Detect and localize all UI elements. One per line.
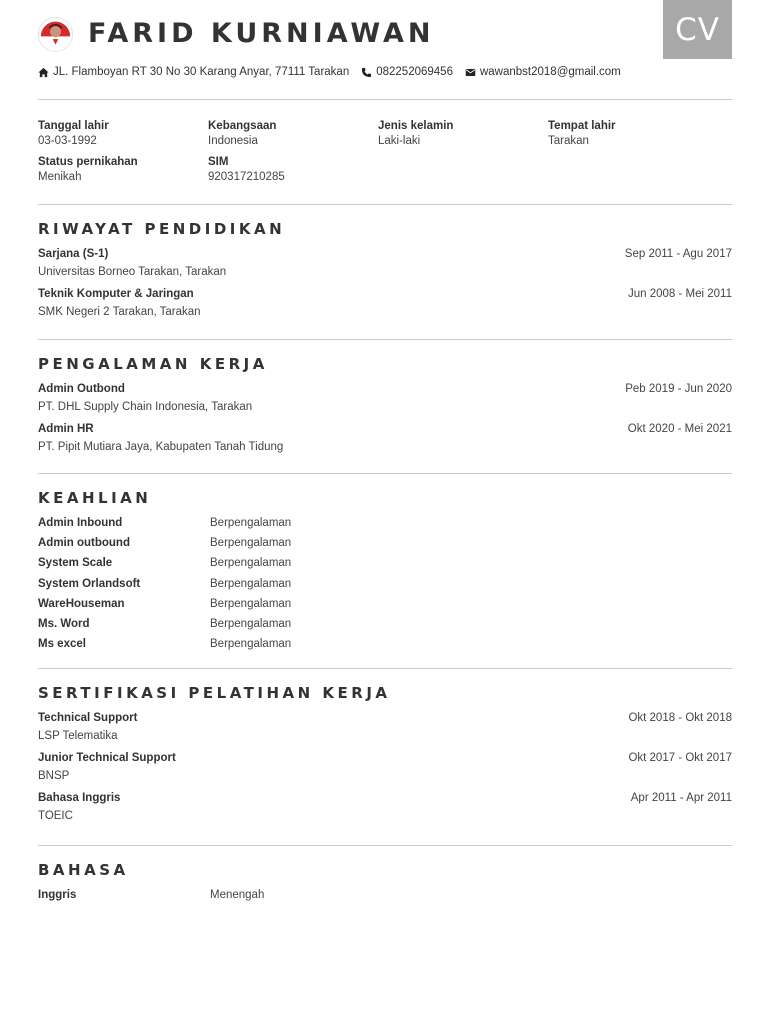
info-label: Kebangsaan [208,120,277,132]
entry-date: Peb 2019 - Jun 2020 [625,383,732,395]
entry-title: Teknik Komputer & Jaringan [38,288,194,300]
info-gender [378,119,548,149]
info-birthplace [548,119,718,149]
profile-photo [39,18,72,51]
info-value: Laki-laki [378,135,421,147]
phone-item [361,66,453,78]
certification-entry [38,711,732,744]
skill-row [38,637,732,657]
info-value: Indonesia [208,135,258,147]
skill-name: Ms. Word [38,617,90,630]
entry-title: Technical Support [38,712,138,724]
skill-row [38,597,732,617]
home-icon [38,67,49,78]
header [38,16,732,52]
skills-section [38,488,732,657]
info-label: Tempat lahir [548,120,616,132]
skill-name: WareHouseman [38,597,125,610]
skills-list [38,516,732,657]
section-title: KEAHLIAN [38,489,152,507]
skill-level: Berpengalaman [210,577,292,590]
entry-title: Bahasa Inggris [38,792,121,804]
email-text: wawanbst2018@gmail.com [479,66,621,78]
address-item [38,66,349,78]
skill-row [38,617,732,637]
entry-subtitle: SMK Negeri 2 Tarakan, Tarakan [38,306,201,318]
entry-subtitle: PT. Pipit Mutiara Jaya, Kabupaten Tanah Tidung [38,441,284,453]
section-title: BAHASA [38,861,129,879]
certification-entry [38,791,732,824]
entry-subtitle: LSP Telematika [38,730,118,742]
skill-level: Berpengalaman [210,537,292,550]
experience-entry [38,422,732,455]
entry-date: Sep 2011 - Agu 2017 [624,248,732,260]
experience-section [38,354,732,455]
skill-row [38,577,732,597]
cv-badge: CV [663,0,732,59]
skill-name: Admin outbound [38,537,130,550]
info-license [208,155,378,185]
entry-date: Okt 2018 - Okt 2018 [628,712,732,724]
address-text: JL. Flamboyan RT 30 No 30 Karang Anyar, 77111 Tarakan [53,66,350,78]
entry-date: Okt 2020 - Mei 2021 [627,423,732,435]
info-nationality [208,119,378,149]
skill-row [38,556,732,576]
skill-row [38,516,732,536]
name-row [38,16,732,52]
divider [38,668,732,669]
languages-section [38,860,732,908]
education-entry [38,287,732,320]
info-label: Jenis kelamin [378,120,454,132]
divider [38,204,732,205]
section-title: RIWAYAT PENDIDIKAN [38,220,286,238]
section-title: SERTIFIKASI PELATIHAN KERJA [38,684,391,702]
divider [38,339,732,340]
skill-row [38,536,732,556]
certification-entry [38,751,732,784]
divider [38,99,732,100]
avatar [38,17,73,52]
phone-icon [361,67,372,78]
education-section [38,219,732,320]
entry-title: Junior Technical Support [38,752,176,764]
skill-level: Berpengalaman [210,617,292,630]
info-value: Menikah [38,171,82,183]
section-title: PENGALAMAN KERJA [38,355,268,373]
experience-entry [38,382,732,415]
entry-subtitle: TOEIC [38,810,73,822]
language-row [38,888,732,908]
divider [38,473,732,474]
info-value: 03-03-1992 [38,135,97,147]
entry-date: Okt 2017 - Okt 2017 [628,752,732,764]
info-birthdate [38,119,208,149]
entry-subtitle: PT. DHL Supply Chain Indonesia, Tarakan [38,401,253,413]
contact-row [38,66,732,78]
language-name: Inggris [38,889,77,901]
info-value: Tarakan [548,135,589,147]
skill-level: Berpengalaman [210,638,292,651]
languages-list [38,888,732,908]
skill-level: Berpengalaman [210,557,292,570]
divider [38,845,732,846]
entry-subtitle: Universitas Borneo Tarakan, Tarakan [38,266,227,278]
skill-level: Berpengalaman [210,517,292,529]
skill-name: System Scale [38,557,113,570]
full-name: FARID KURNIAWAN [88,18,435,49]
entry-date: Jun 2008 - Mei 2011 [628,288,732,300]
info-label: Tanggal lahir [38,120,109,132]
info-value: 920317210285 [208,171,285,183]
phone-text: 082252069456 [376,66,453,78]
skill-name: Ms excel [38,638,86,651]
language-level: Menengah [210,889,265,901]
certifications-section [38,683,732,824]
entry-date: Apr 2011 - Apr 2011 [630,792,732,804]
skill-name: System Orlandsoft [38,577,141,590]
entry-title: Admin HR [38,423,94,435]
entry-title: Sarjana (S-1) [38,248,109,260]
info-label: Status pernikahan [38,156,138,168]
skill-level: Berpengalaman [210,597,292,610]
education-entry [38,247,732,280]
info-label: SIM [208,156,229,168]
email-item [465,66,621,78]
info-marital-status [38,155,208,185]
entry-subtitle: BNSP [38,770,70,782]
email-icon [465,67,476,78]
personal-info [38,119,738,185]
entry-title: Admin Outbond [38,383,125,395]
skill-name: Admin Inbound [38,517,123,529]
